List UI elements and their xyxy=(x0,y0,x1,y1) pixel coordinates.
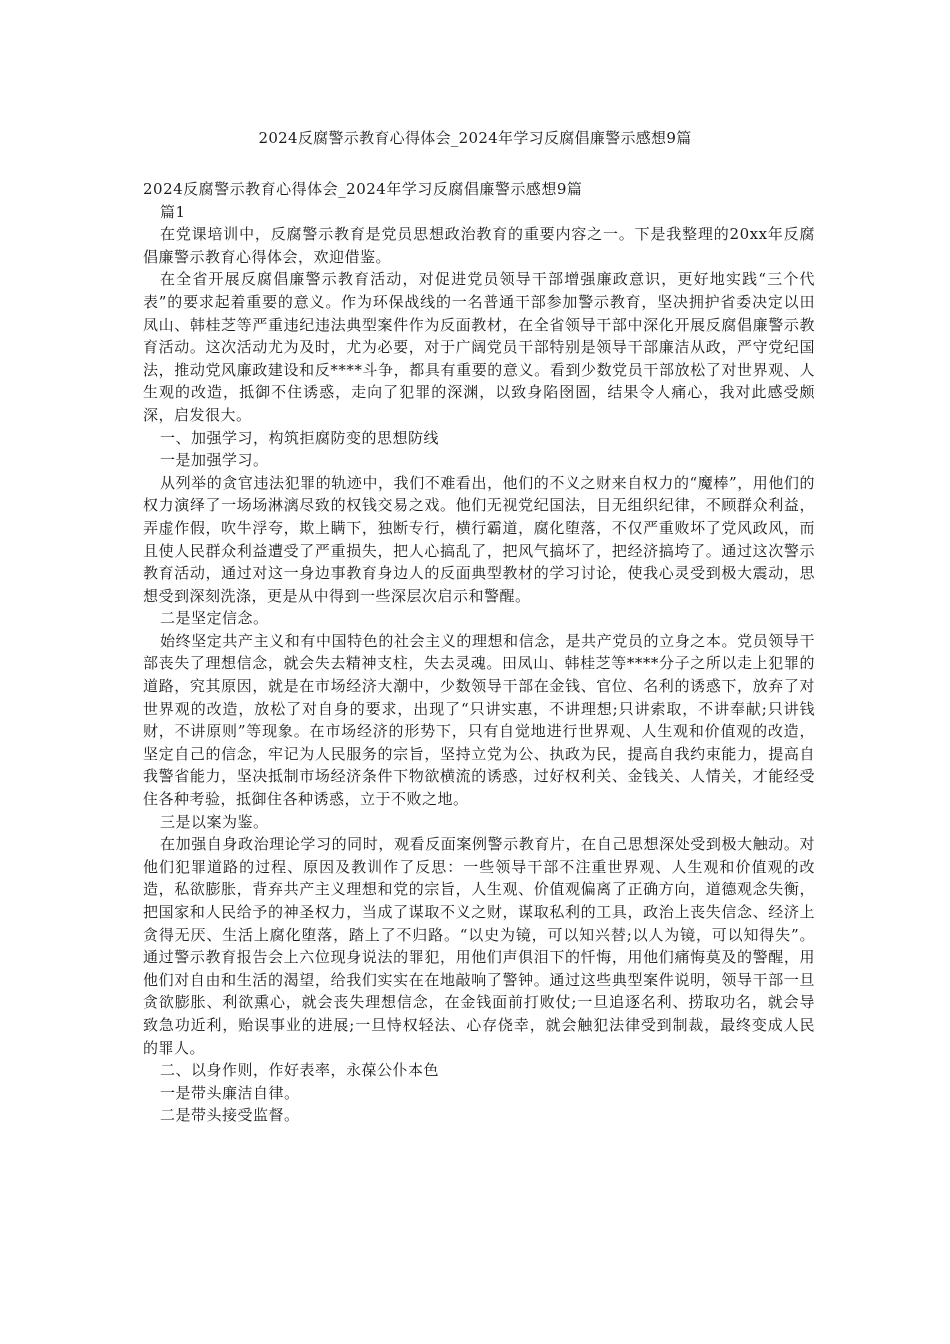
document-subtitle: 2024反腐警示教育心得体会_2024年学习反腐倡廉警示感想9篇 xyxy=(143,180,583,198)
subsection-heading: 一是带头廉洁自律。 xyxy=(160,1083,300,1102)
paragraph: 在全省开展反腐倡廉警示教育活动，对促进党员领导干部增强廉政意识，更好地实践“三个代表”的要求起着重要的意义。作为环保战线的一名普通干部参加警示教育，坚决拥护省委决定以田凤山、韩桂芝等严重违纪违法典型案件作为反面教材，在全省领导干部中深化开展反腐倡廉警示教育活动。这次活动尤为及时，尤为必要，对于广阔党员干部特别是领导干部廉洁从政，严守党纪国法，推动党风廉政建设和反****斗争，都具有重要的意义。看到少数党员干部放松了对世界观、人生观的改造，抵御不住诱惑，走向了犯罪的深渊，以致身陷囹圄，结果令人痛心，我对此感受颇深，启发很大。 xyxy=(143,270,815,424)
subsection-heading: 二是带头接受监督。 xyxy=(160,1106,300,1125)
subsection-heading: 二是坚定信念。 xyxy=(160,609,269,628)
section-heading: 一、加强学习，构筑拒腐防变的思想防线 xyxy=(160,428,440,447)
subsection-heading: 三是以案为鉴。 xyxy=(160,812,269,831)
document-body xyxy=(143,178,815,1127)
document-title: 2024反腐警示教育心得体会_2024年学习反腐倡廉警示感想9篇 xyxy=(258,129,692,147)
piece-label: 篇1 xyxy=(160,202,186,221)
section-heading: 二、以身作则，作好表率，永葆公仆本色 xyxy=(160,1061,440,1080)
paragraph: 始终坚定共产主义和有中国特色的社会主义的理想和信念，是共产党员的立身之本。党员领导干部丧失了理想信念，就会失去精神支柱，失去灵魂。田凤山、韩桂芝等****分子之所以走上犯罪的道路，究其原因，就是在市场经济大潮中，少数领导干部在金钱、官位、名利的诱惑下，放弃了对世界观的改造，放松了对自身的要求，出现了“只讲实惠，不讲理想;只讲索取，不讲奉献;只讲钱财，不讲原则”等现象。在市场经济的形势下，只有自觉地进行世界观、人生观和价值观的改造，坚定自己的信念，牢记为人民服务的宗旨，坚持立党为公、执政为民，提高自我约束能力，提高自我警省能力，坚决抵制市场经济条件下物欲横流的诱惑，过好权利关、金钱关、人情关，才能经受住各种考验，抵御住各种诱惑，立于不败之地。 xyxy=(143,631,815,809)
paragraph: 在党课培训中，反腐警示教育是党员思想政治教育的重要内容之一。下是我整理的20xx年反腐倡廉警示教育心得体会，欢迎借鉴。 xyxy=(143,225,815,266)
paragraph: 从列举的贪官违法犯罪的轨迹中，我们不难看出，他们的不义之财来自权力的“魔棒”，用他们的权力演绎了一场场淋漓尽致的权钱交易之戏。他们无视党纪国法，目无组织纪律，不顾群众利益，弄虚作假，吹牛浮夸，欺上瞒下，独断专行，横行霸道，腐化堕落，不仅严重败坏了党风政风，而且使人民群众利益遭受了严重损失，把人心搞乱了，把风气搞坏了，把经济搞垮了。通过这次警示教育活动，通过对这一身边事教育身边人的反面典型教材的学习讨论，使我心灵受到极大震动，思想受到深刻洗涤，更是从中得到一些深层次启示和警醒。 xyxy=(143,473,815,605)
subsection-heading: 一是加强学习。 xyxy=(160,451,269,470)
paragraph: 在加强自身政治理论学习的同时，观看反面案例警示教育片，在自己思想深处受到极大触动。对他们犯罪道路的过程、原因及教训作了反思：一些领导干部不注重世界观、人生观和价值观的改造，私欲膨胀，背弃共产主义理想和党的宗旨，人生观、价值观偏离了正确方向，道德观念失衡，把国家和人民给予的神圣权力，当成了谋取不义之财，谋取私利的工具，政治上丧失信念、经济上贪得无厌、生活上腐化堕落，踏上了不归路。“以史为镜，可以知兴替;以人为镜，可以知得失”。通过警示教育报告会上六位现身说法的罪犯，用他们声俱泪下的忏悔，用他们痛悔莫及的警醒，用他们对自由和生活的渴望，给我们实实在在地敲响了警钟。通过这些典型案件说明，领导干部一旦贪欲膨胀、利欲熏心，就会丧失理想信念，在金钱面前打败仗;一旦追逐名利、捞取功名，就会导致急功近利，贻误事业的进展;一旦恃权轻法、心存侥幸，就会触犯法律受到制裁，最终变成人民的罪人。 xyxy=(143,835,815,1057)
